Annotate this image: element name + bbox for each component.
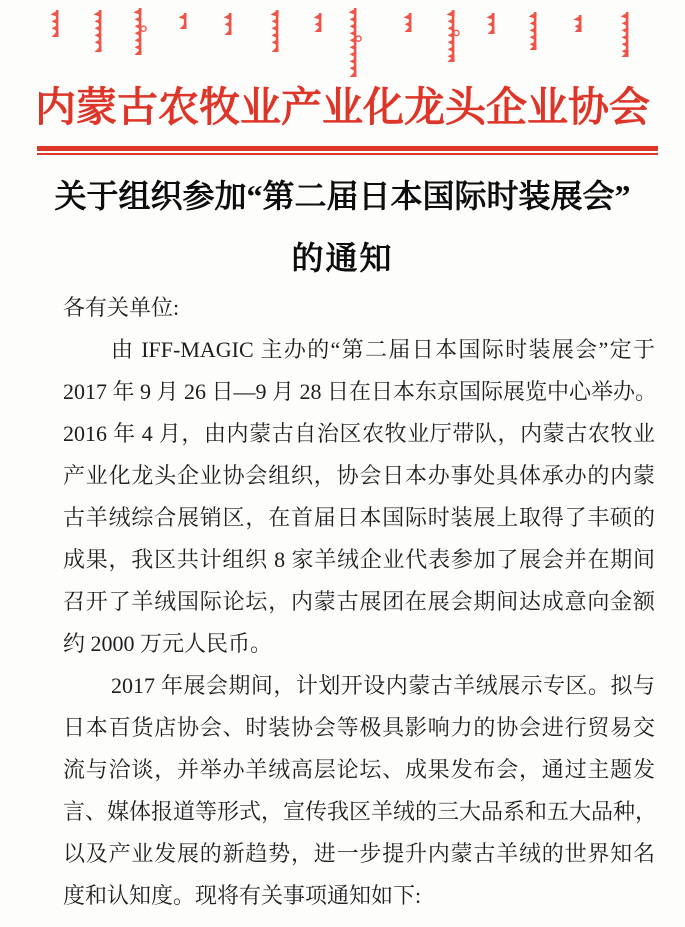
body-line: 度和认知度。现将有关事项通知如下:	[63, 883, 422, 908]
body-line: 约 2000 万元人民币。	[63, 631, 273, 656]
body-line: 2017 年展会期间，计划开设内蒙古羊绒展示专区。拟与	[111, 673, 655, 698]
body-line: 召开了羊绒国际论坛，内蒙古展团在展会期间达成意向金额	[63, 589, 655, 614]
body-line: 流与洽谈，并举办羊绒高层论坛、成果发布会，通过主题发	[63, 757, 655, 782]
body-line: 古羊绒综合展销区，在首届日本国际时装展上取得了丰硕的	[63, 505, 655, 530]
document-title-line2: 的通知	[291, 240, 394, 276]
body-line: 2016 年 4 月，由内蒙古自治区农牧业厅带队，内蒙古农牧业	[63, 421, 655, 446]
body-line: 2017 年 9 月 26 日—9 月 28 日在日本东京国际展览中心举办。	[63, 379, 658, 404]
body-line: 成果，我区共计组织 8 家羊绒企业代表参加了展会并在期间	[63, 547, 655, 572]
body-line: 言、媒体报道等形式，宣传我区羊绒的三大品系和五大品种，	[63, 799, 658, 824]
organization-name: 内蒙古农牧业产业化龙头企业协会	[35, 84, 650, 130]
salutation-line: 各有关单位:	[63, 295, 180, 320]
red-divider-thin-line	[37, 153, 658, 155]
body-line: 由 IFF-MAGIC 主办的“第二届日本国际时装展会”定于	[111, 337, 655, 362]
body-line: 以及产业发展的新趋势，进一步提升内蒙古羊绒的世界知名	[63, 841, 655, 866]
body-line: 产业化龙头企业协会组织，协会日本办事处具体承办的内蒙	[63, 463, 655, 488]
document-title-line1: 关于组织参加“第二届日本国际时装展会”	[54, 178, 631, 214]
body-line: 日本百货店协会、时装协会等极具影响力的协会进行贸易交	[63, 715, 655, 740]
notice-body	[63, 287, 658, 917]
red-divider-line	[37, 146, 658, 155]
